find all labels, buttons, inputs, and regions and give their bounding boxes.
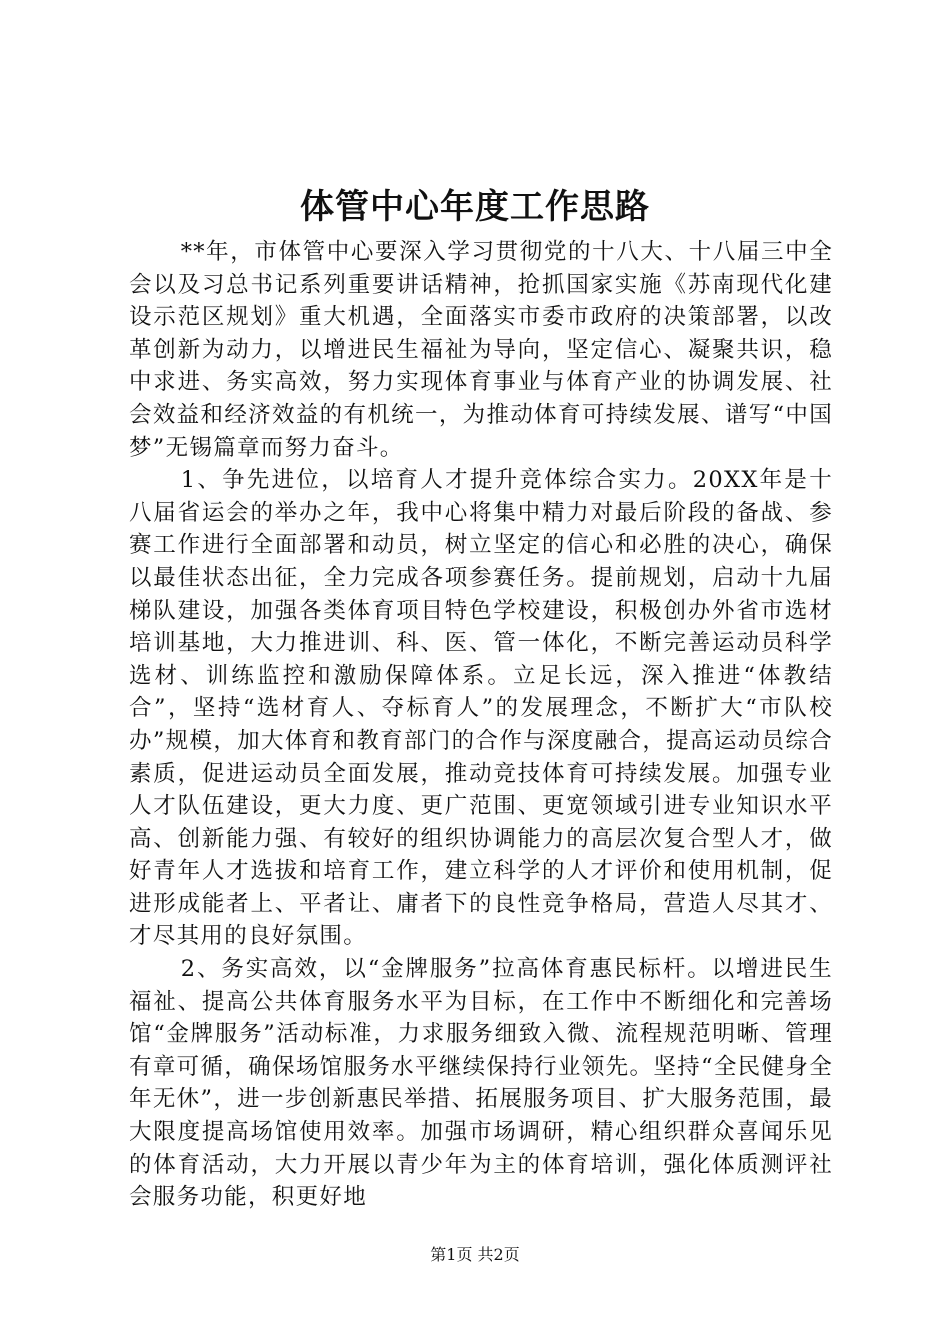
document-title: 体管中心年度工作思路 (300, 187, 650, 227)
page-number-footer: 第1页 共2页 (430, 1245, 520, 1264)
paragraph-section-1: 1、争先进位，以培育人才提升竞体综合实力。20XX年是十八届省运会的举办之年，我中心将集中精力对最后阶段的备战、参赛工作进行全面部署和动员，树立坚定的信心和必胜的决心，确保以最佳状态出征，全力完成各项参赛任务。提前规划，启动十九届梯队建设，加强各类体育项目特色学校建设，积极创办外省市选材培训基地，大力推进训、科、医、管一体化，不断完善运动员科学选材、训练监控和激励保障体系。立足长远，深入推进“体教结合”，坚持“选材育人、夺标育人”的发展理念，不断扩大“市队校办”规模，加大体育和教育部门的合作与深度融合，提高运动员综合素质，促进运动员全面发展，推动竞技体育可持续发展。加强专业人才队伍建设，更大力度、更广范围、更宽领域引进专业知识水平高、创新能力强、有较好的组织协调能力的高层次复合型人才，做好青年人才选拔和培育工作，建立科学的人才评价和使用机制，促进形成能者上、平者让、庸者下的良性竞争格局，营造人尽其才、才尽其用的良好氛围。 (129, 467, 833, 950)
paragraph-section-2: 2、务实高效，以“金牌服务”拉高体育惠民标杆。以增进民生福祉、提高公共体育服务水平为目标，在工作中不断细化和完善场馆“金牌服务”活动标准，力求服务细致入微、流程规范明晰、管理有章可循，确保场馆服务水平继续保持行业领先。坚持“全民健身全年无休”，进一步创新惠民举措、拓展服务项目、扩大服务范围，最大限度提高场馆使用效率。加强市场调研，精心组织群众喜闻乐见的体育活动，大力开展以青少年为主的体育培训，强化体质测评社会服务功能，积更好地 (129, 956, 833, 1211)
document-body (129, 236, 833, 1214)
paragraph-intro: **年，市体管中心要深入学习贯彻党的十八大、十八届三中全会以及习总书记系列重要讲话精神，抢抓国家实施《苏南现代化建设示范区规划》重大机遇，全面落实市委市政府的决策部署，以改革创新为动力，以增进民生福祉为导向，坚定信心、凝聚共识，稳中求进、务实高效，努力实现体育事业与体育产业的协调发展、社会效益和经济效益的有机统一，为推动体育可持续发展、谱写“中国梦”无锡篇章而努力奋斗。 (129, 239, 833, 461)
